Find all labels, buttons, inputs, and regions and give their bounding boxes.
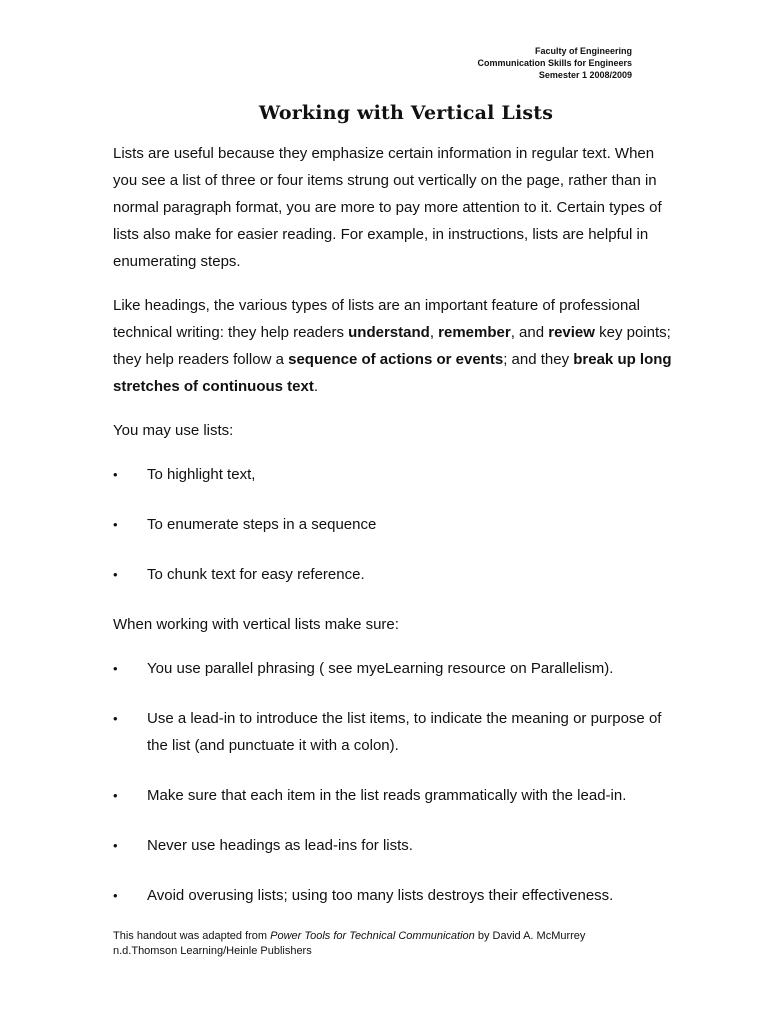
- footer-text: by David A. McMurrey: [474, 930, 586, 942]
- intro-paragraph: Lists are useful because they emphasize certain information in regular text. When you see a list of three or four items strung out vertically on the page, rather than in normal paragraph format, you are more to pay more attention to it. Certain types of lists also make for easier reading. For example, in instructions, lists are helpful in enumerating steps.: [113, 145, 662, 270]
- bullet-icon: •: [113, 467, 118, 482]
- list-item: [113, 561, 673, 588]
- lead-in-rules: When working with vertical lists make sure:: [113, 616, 399, 633]
- page-header: [477, 45, 632, 81]
- bold-term-review: review: [548, 324, 595, 341]
- paragraph-text: ,: [429, 324, 439, 341]
- paragraph-text: .: [313, 378, 319, 395]
- list-item: [113, 882, 673, 909]
- footer-publisher: n.d.Thomson Learning/Heinle Publishers: [113, 945, 312, 957]
- paragraph-text: , and: [510, 324, 549, 341]
- bullet-icon: •: [113, 788, 118, 803]
- document-body: [113, 140, 673, 932]
- list-item-text: Never use headings as lead-ins for lists.: [147, 837, 413, 854]
- footer-text: This handout was adapted from: [113, 930, 271, 942]
- page-title: Working with Vertical Lists: [258, 102, 554, 124]
- page-footer: [113, 929, 585, 959]
- bold-term-break-up: break up long stretches of continuous text: [113, 351, 672, 395]
- bullet-icon: •: [113, 838, 118, 853]
- list-item-text: To highlight text,: [147, 466, 256, 483]
- bold-term-sequence: sequence of actions or events: [288, 351, 504, 368]
- list-item-text: To enumerate steps in a sequence: [147, 516, 377, 533]
- header-faculty: Faculty of Engineering: [534, 46, 632, 56]
- list-item-text: You use parallel phrasing ( see myeLearning resource on Parallelism).: [147, 660, 614, 677]
- list-item: [113, 655, 673, 682]
- list-item-text: Use a lead-in to introduce the list items, to indicate the meaning or purpose of the list (and punctuate it with a colon).: [147, 710, 662, 754]
- footer-book-title: Power Tools for Technical Communication: [270, 930, 475, 942]
- list-item: [113, 461, 673, 488]
- rules-list: [113, 655, 673, 909]
- footer-attribution: [113, 929, 585, 944]
- header-course: Communication Skills for Engineers: [477, 58, 632, 68]
- paragraph-text: ; and they: [503, 351, 574, 368]
- lead-in-uses: You may use lists:: [113, 422, 234, 439]
- paragraph-text: Like headings, the various types of lists are an important feature of professional technical writing: they help readers: [113, 297, 640, 341]
- bullet-icon: •: [113, 711, 118, 726]
- list-item: [113, 705, 673, 759]
- bold-term-understand: understand: [348, 324, 430, 341]
- headings-paragraph: [113, 292, 673, 400]
- uses-list: [113, 461, 673, 588]
- bullet-icon: •: [113, 661, 118, 676]
- list-item-text: Make sure that each item in the list reads grammatically with the lead-in.: [147, 787, 627, 804]
- bullet-icon: •: [113, 567, 118, 582]
- list-item-text: To chunk text for easy reference.: [147, 566, 365, 583]
- bold-term-remember: remember: [438, 324, 511, 341]
- paragraph-text: key points; they help readers follow a: [113, 324, 671, 368]
- header-semester: Semester 1 2008/2009: [538, 70, 632, 80]
- list-item-text: Avoid overusing lists; using too many lists destroys their effectiveness.: [147, 887, 614, 904]
- bullet-icon: •: [113, 517, 118, 532]
- list-item: [113, 511, 673, 538]
- list-item: [113, 832, 673, 859]
- list-item: [113, 782, 673, 809]
- bullet-icon: •: [113, 888, 118, 903]
